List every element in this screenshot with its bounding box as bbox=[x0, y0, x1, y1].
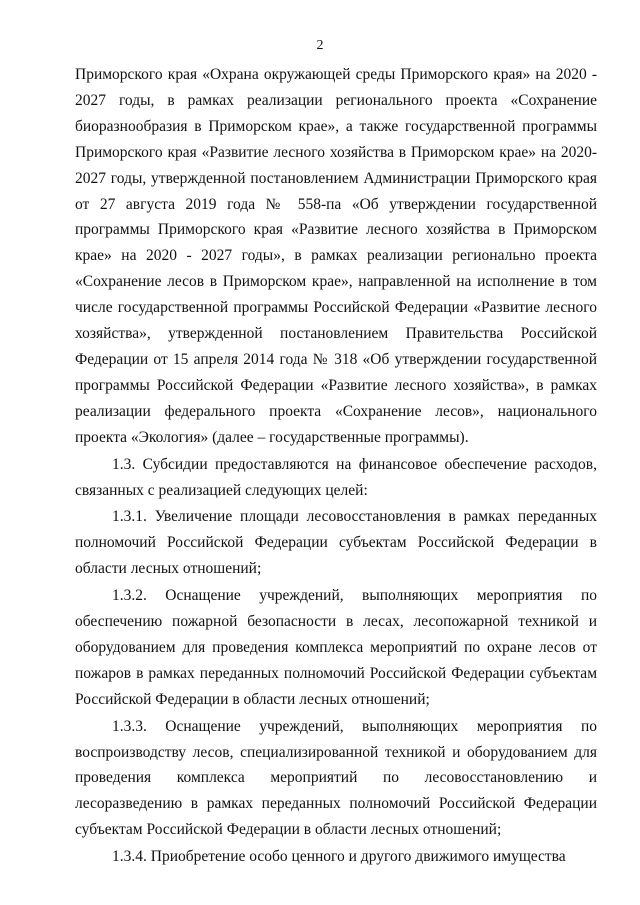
paragraph-1-3: 1.3. Субсидии предоставляются на финансовое обеспечение расходов, связанных с реализацией следующих целей: bbox=[75, 455, 597, 499]
paragraph-programs-continuation: Приморского края «Охрана окружающей среды Приморского края» на 2020 - 2027 годы, в рамках реализации регионального проекта «Сохранение биоразнообразия в Приморском крае», а также государственной программы Приморского края «Развитие лесного хозяйства в Приморском крае» на 2020-2027 годы, утвержденной постановлением Администрации Приморского края от 27 августа 2019 года № 558-па «Об утверждении государственной программы Приморского края «Развитие лесного хозяйства в Приморском крае» на 2020 - 2027 годы», в рамках реализации регионально проекта «Сохранение лесов в Приморском крае», направленной на исполнение в том числе государственной программы Российской Федерации «Развитие лесного хозяйства», утвержденной постановлением Правительства Российской Федерации от 15 апреля 2014 года № 318 «Об утверждении государственной программы Российской Федерации «Развитие лесного хозяйства», в рамках реализации федерального проекта «Сохранение лесов», национального проекта «Экология» (далее – государственные программы). bbox=[75, 66, 597, 446]
paragraph-1-3-3: 1.3.3. Оснащение учреждений, выполняющих мероприятия по воспроизводству лесов, специализированной техникой и оборудованием для проведения комплекса мероприятий по лесовосстановлению и лесоразведению в рамках переданных полномочий Российской Федерации субъектам Российской Федерации в области лесных отношений; bbox=[75, 717, 597, 839]
page-number: 2 bbox=[316, 38, 324, 53]
paragraph-1-3-2: 1.3.2. Оснащение учреждений, выполняющих мероприятия по обеспечению пожарной безопасности в лесах, лесопожарной техникой и оборудованием для проведения комплекса мероприятий по охране лесов от пожаров в рамках переданных полномочий Российской Федерации субъектам Российской Федерации в области лесных отношений; bbox=[75, 587, 597, 708]
document-body bbox=[75, 62, 597, 870]
paragraph-1-3-1: 1.3.1. Увеличение площади лесовосстановления в рамках переданных полномочий Российской Федерации субъектам Российской Федерации в области лесных отношений; bbox=[75, 508, 597, 578]
paragraph-1-3-4: 1.3.4. Приобретение особо ценного и другого движимого имущества bbox=[112, 848, 566, 866]
